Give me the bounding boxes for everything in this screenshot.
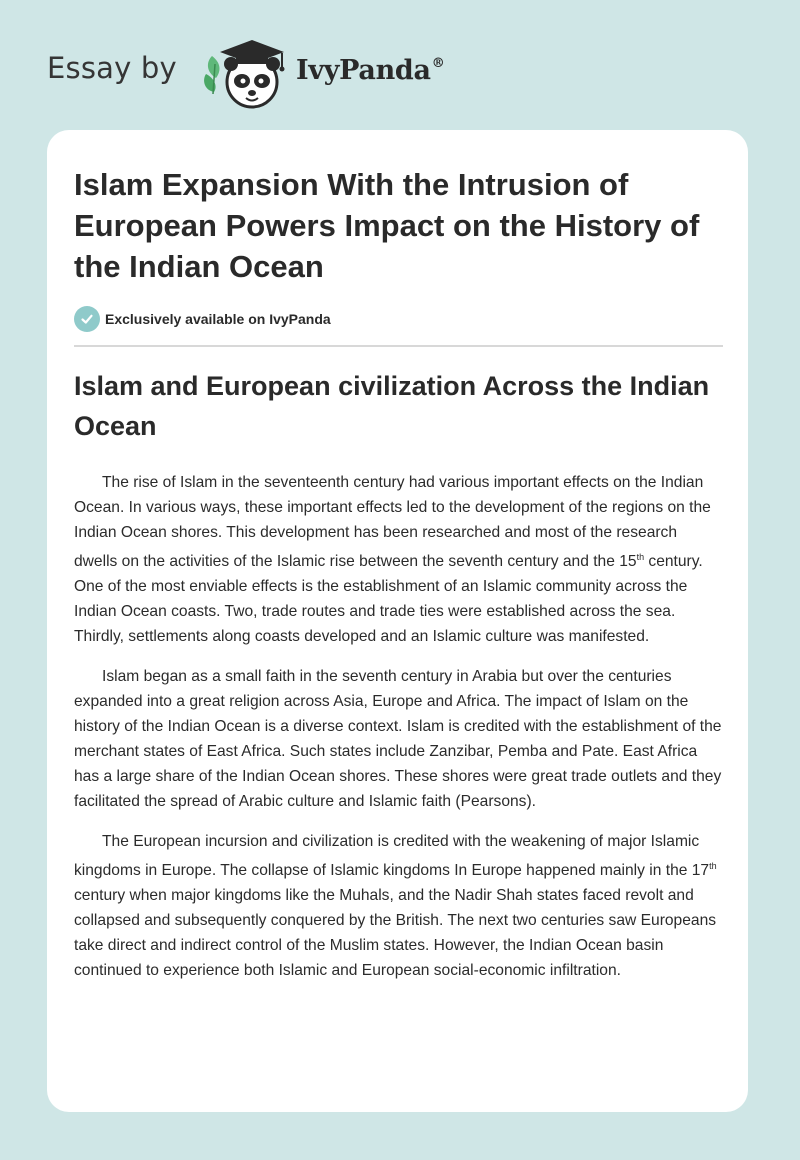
paragraph-3: The European incursion and civilization is credited with the weakening of major Islamic kingdoms in Europe. The collapse of Islamic kingdoms In Europe happened mainly in the 17th century when major kingdoms like the Muhals, and the Nadir Shah states faced revolt and collapsed and subsequently conquered by the British. The next two centuries saw Europeans take direct and indirect control of the Muslim states. However, the Indian Ocean basin continued to experience both Islamic and European social-economic infiltration. [74,833,717,979]
essay-by-label: Essay by [47,51,177,85]
paragraph-2: Islam began as a small faith in the seventh century in Arabia but over the centuries expanded into a great religion across Asia, Europe and Africa. The impact of Islam on the history of the Indian Ocean is a diverse context. Islam is credited with the establishment of the merchant states of East Africa. Such states include Zanzibar, Pemba and Pate. East Africa has a large share of the Indian Ocean shores. These shores were great trade outlets and they facilitated the spread of Arabic culture and Islamic faith (Pearsons). [74,668,722,810]
essay-card [47,130,748,1112]
exclusive-badge [74,306,331,332]
article-body [74,470,724,998]
check-circle-icon [74,306,100,332]
paragraph-1: The rise of Islam in the seventeenth century had various important effects on the Indian Ocean. In various ways, these important effects led to the development of the regions on the Indian Ocean shores. This development has been researched and most of the research dwells on the activities of the Islamic rise between the seventh century and the 15th century. One of the most enviable effects is the establishment of an Islamic community across the Indian Ocean coasts. Two, trade routes and trade ties were established across the sea. Thirdly, settlements along coasts developed and an Islamic culture was manifested. [74,474,711,645]
registered-mark: ® [431,56,445,71]
page-title: Islam Expansion With the Intrusion of European Powers Impact on the History of the Indian Ocean [74,167,700,284]
site-header [0,0,800,130]
section-heading: Islam and European civilization Across the Indian Ocean [74,371,710,441]
panda-logo-icon[interactable] [200,34,294,110]
brand-name[interactable]: IvyPanda® [296,55,445,86]
badge-label: Exclusively available on IvyPanda [105,311,331,327]
divider [74,345,723,347]
